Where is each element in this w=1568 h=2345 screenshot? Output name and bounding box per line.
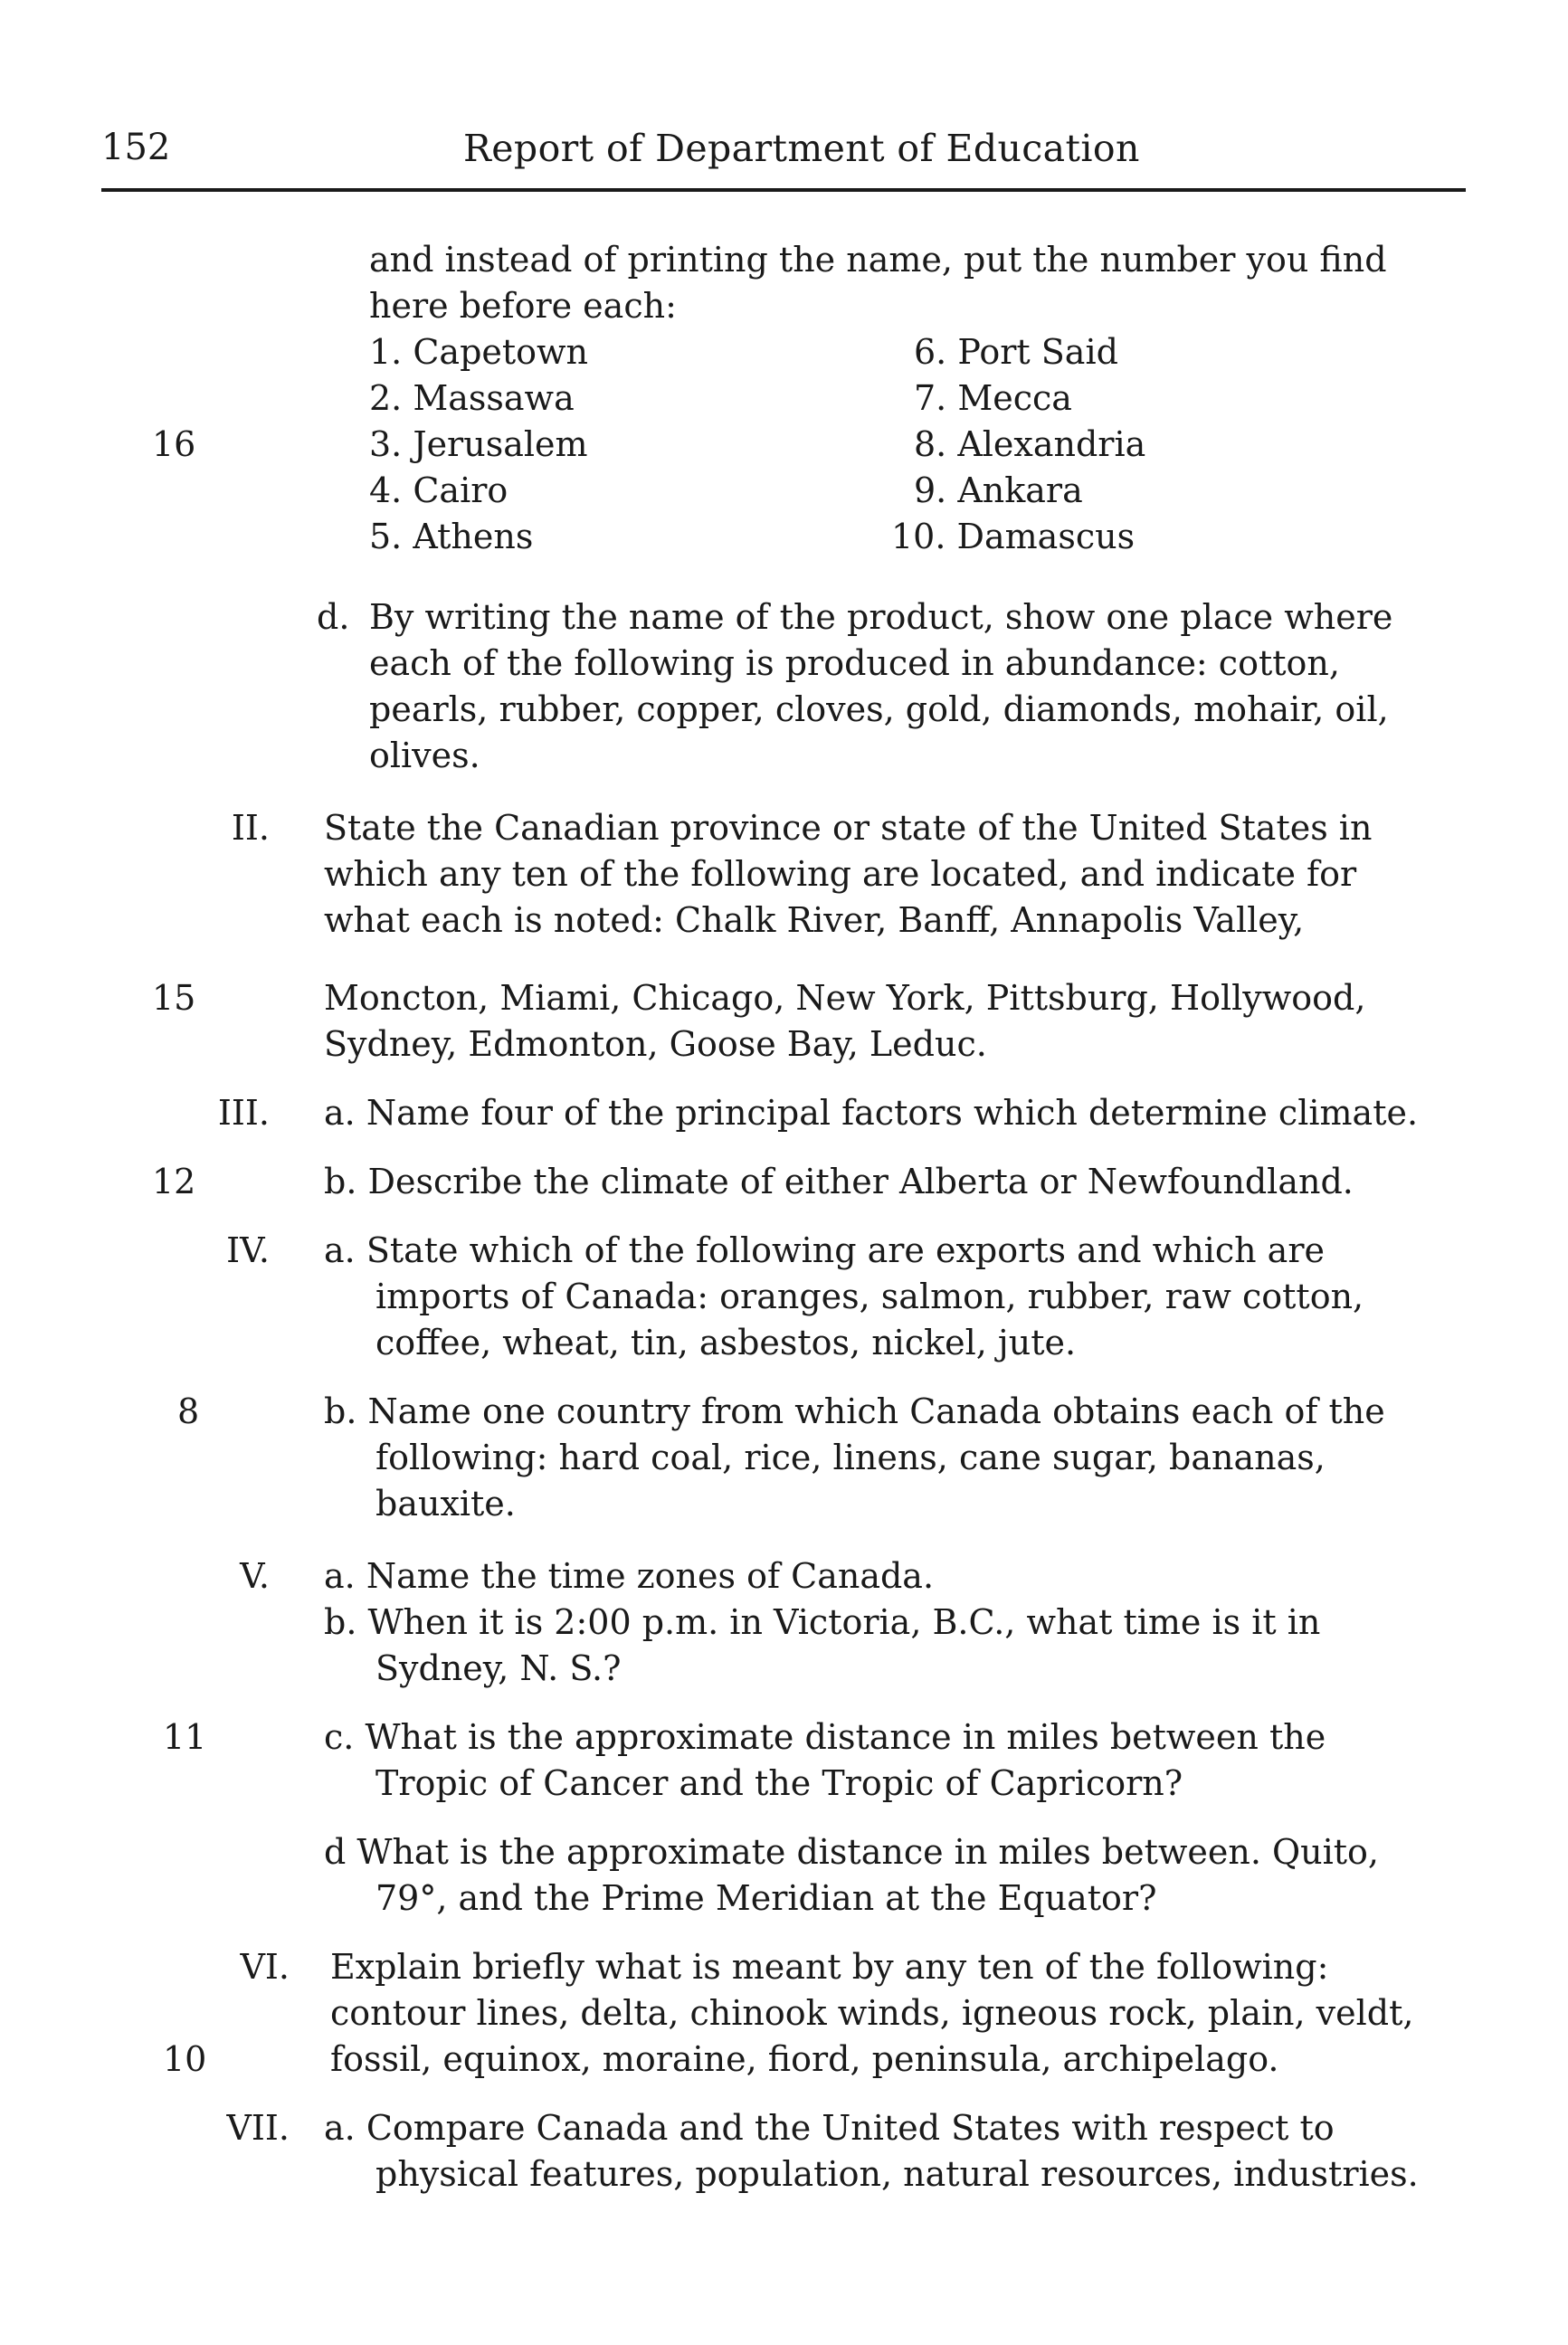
question-text-line: Sydney, Edmonton, Goose Bay, Leduc. (324, 1024, 987, 1064)
question-number: II. (231, 808, 270, 848)
place-item: 7. Mecca (914, 378, 1072, 418)
question-text-line: what each is noted: Chalk River, Banff, Annapolis Valley, (324, 900, 1305, 940)
question-text-line: c. What is the approximate distance in miles between the (324, 1717, 1326, 1757)
running-head: Report of Department of Education (463, 127, 1140, 170)
place-item: 6. Port Said (914, 332, 1118, 372)
question-text-line: contour lines, delta, chinook winds, igneous rock, plain, veldt, (330, 1993, 1414, 2033)
question-text-line: a. Name the time zones of Canada. (324, 1556, 935, 1596)
question-text-line: which any ten of the following are located, and indicate for (324, 854, 1357, 894)
question-text-line: physical features, population, natural resources, industries. (375, 2154, 1419, 2194)
question-text-line: b. Name one country from which Canada obtains each of the (324, 1391, 1385, 1431)
question-part-label: d. (317, 597, 350, 637)
place-item: 9. Ankara (914, 470, 1083, 510)
place-item: 3. Jerusalem (369, 424, 588, 464)
question-number: III. (217, 1093, 270, 1133)
question-text-line: Tropic of Cancer and the Tropic of Capricorn? (375, 1763, 1183, 1803)
question-text-line: fossil, equinox, moraine, fiord, peninsula, archipelago. (330, 2039, 1279, 2079)
question-text-line: coffee, wheat, tin, asbestos, nickel, jute. (375, 1323, 1077, 1362)
intro-line-1: and instead of printing the name, put the number you find (369, 240, 1387, 280)
marks-8: 8 (177, 1391, 200, 1431)
question-text-line: imports of Canada: oranges, salmon, rubber, raw cotton, (375, 1277, 1364, 1316)
page-number: 152 (101, 127, 171, 168)
question-text-line: Sydney, N. S.? (375, 1648, 622, 1688)
question-text-line: State the Canadian province or state of the United States in (324, 808, 1373, 848)
question-number: IV. (226, 1230, 270, 1270)
question-text-line: b. Describe the climate of either Alberta or Newfoundland. (324, 1162, 1354, 1201)
page-header (101, 127, 1466, 185)
question-text-line: d What is the approximate distance in miles between. Quito, (324, 1832, 1380, 1872)
question-number: V. (240, 1556, 270, 1596)
question-text-line: 79°, and the Prime Meridian at the Equator? (375, 1878, 1157, 1918)
question-text-line: b. When it is 2:00 p.m. in Victoria, B.C., what time is it in (324, 1602, 1321, 1642)
question-number: VI. (240, 1947, 290, 1987)
question-text-line: Moncton, Miami, Chicago, New York, Pittsburg, Hollywood, (324, 978, 1366, 1018)
question-text-line: bauxite. (375, 1484, 516, 1524)
question-number: VII. (226, 2108, 290, 2148)
marks-16: 16 (152, 424, 196, 464)
question-text-line: a. Compare Canada and the United States with respect to (324, 2108, 1335, 2148)
question-text-line: each of the following is produced in abundance: cotton, (369, 643, 1340, 683)
place-item: 1. Capetown (369, 332, 589, 372)
place-item: 8. Alexandria (914, 424, 1146, 464)
intro-line-2: here before each: (369, 286, 677, 326)
question-text-line: By writing the name of the product, show one place where (369, 597, 1393, 637)
header-rule (101, 188, 1466, 192)
question-text-line: a. State which of the following are exports and which are (324, 1230, 1325, 1270)
marks-15: 15 (152, 978, 196, 1018)
question-text-line: following: hard coal, rice, linens, cane sugar, bananas, (375, 1438, 1326, 1477)
question-text-line: olives. (369, 736, 480, 775)
marks-12: 12 (152, 1162, 196, 1201)
place-item: 10. Damascus (891, 517, 1136, 556)
question-text-line: a. Name four of the principal factors which determine climate. (324, 1093, 1419, 1133)
marks-10: 10 (163, 2039, 207, 2079)
place-item: 5. Athens (369, 517, 534, 556)
marks-11: 11 (163, 1717, 207, 1757)
question-text-line: pearls, rubber, copper, cloves, gold, diamonds, mohair, oil, (369, 689, 1389, 729)
place-item: 2. Massawa (369, 378, 575, 418)
question-text-line: Explain briefly what is meant by any ten of the following: (330, 1947, 1329, 1987)
place-item: 4. Cairo (369, 470, 508, 510)
